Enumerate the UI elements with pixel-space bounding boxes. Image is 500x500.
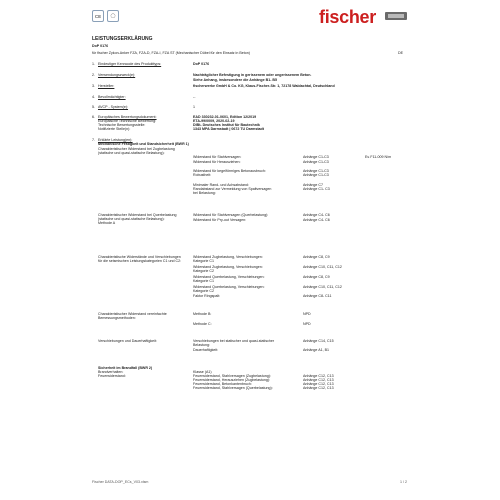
- fischer-logo: fischer: [319, 7, 376, 27]
- g3-ref: Anhänge C10, C11, C12: [303, 285, 342, 289]
- bwr1-heading: Mechanische Festigkeit und Standsicherheit (BWR 1): [98, 142, 189, 146]
- section-2-value-1: Nachträglicher Befestigung in gerissenem oder ungerissenem Beton.: [193, 73, 312, 77]
- group-4-label-2: Bemessungsmethoden:: [98, 316, 136, 320]
- g3-item: Kategorie C2: [193, 289, 214, 293]
- ce-mark-icon: CE: [92, 10, 104, 22]
- g3-item: Kategorie C1: [193, 279, 214, 283]
- section-3-value: fischerwerke GmbH & Co. KG, Klaus-Fischer-Str. 1, 72178 Waldachtal, Deutschland: [193, 84, 335, 88]
- g3-item: Widerstand Querbelastung, Verschiebungen:: [193, 285, 265, 289]
- g3-ref: Anhänge C8- C11: [303, 294, 332, 298]
- g3-ref: Anhänge C8, C9: [303, 275, 330, 279]
- g3-ref: Anhänge C8, C9: [303, 255, 330, 259]
- section-6-label-3: Technische Bewertungsstelle:: [98, 123, 146, 127]
- g3-ref: Anhänge C10, C11, C12: [303, 265, 342, 269]
- g2-item: Widerstand für Stahlversagen (Querbelastung):: [193, 213, 269, 217]
- section-1-label: Eindeutiger Kenncode des Produkttyps:: [98, 62, 162, 66]
- g1-item: bei Belastung:: [193, 191, 216, 195]
- g1-item: Widerstand für kegelförmiges Betonausbruch:: [193, 169, 266, 173]
- g4-ref: NPD: [303, 312, 311, 316]
- g5-item: Verschiebungen bei statischer und quasi-statischer: [193, 339, 275, 343]
- section-2-value-2: Siehe Anhang, insbesondere die Anhänge B1- B5: [193, 78, 278, 82]
- subtitle: für fischer Zykon-Anker FZA, FZA-D, FZA-I, FZA ST (Mechanischer Dübel für den Einsatz in Beton): [92, 51, 250, 55]
- bwr2-ref: Anhänge C12, C13: [303, 382, 334, 386]
- group-3-label-1: Charakteristische Widerstände und Verschiebungen: [98, 255, 181, 259]
- section-6-value-4: 1343 MPA Darmstadt | 0672 TU Darmstadt: [193, 127, 264, 131]
- g4-item: Methode C:: [193, 322, 212, 326]
- g3-item: Widerstand Zugbelastung, Verschiebungen:: [193, 255, 263, 259]
- g4-ref: NPD: [303, 322, 311, 326]
- group-4-label-1: Charakteristischer Widerstand vereinfachte: [98, 312, 167, 316]
- g1-item: Robustheit:: [193, 173, 212, 177]
- dop-label: DoP 0176: [92, 44, 109, 48]
- section-5-value: 1: [193, 105, 195, 109]
- g5-ref: Anhänge A1, B1: [303, 348, 329, 352]
- group-5-label: Verschiebungen und Dauerhaftigkeit:: [98, 339, 157, 343]
- group-1-label-1: Charakteristischer Widerstand bei Zugbelastung: [98, 147, 175, 151]
- section-6-label-1: Europäisches Bewertungsdokument:: [98, 115, 157, 119]
- bwr2-item: Feuerwiderstand, Betonkantenbruch:: [193, 382, 252, 386]
- language-code: DE: [398, 51, 403, 55]
- g5-item: Dauerhaftigkeit:: [193, 348, 219, 352]
- bwr2-label-2: Feuerwiderstand:: [98, 374, 126, 378]
- g1-ref: Anhänge C1-C3: [303, 160, 329, 164]
- g3-item: Kategorie C2: [193, 269, 214, 273]
- bwr2-item: Feuerwiderstand, Stahlversagen (Zugbelastung):: [193, 374, 271, 378]
- section-6-value-3: DIBt- Deutsches Institut für Bautechnik: [193, 123, 260, 127]
- section-4-value: --: [193, 95, 196, 99]
- g1-ref: Anhänge C1-C3: [303, 169, 329, 173]
- section-3-label: Hersteller:: [98, 84, 115, 88]
- section-6-value-2: ETA-99/0009, 2020-02-19: [193, 119, 235, 123]
- group-1-label-2: (statische und quasi-statische Belastung):: [98, 151, 165, 155]
- g2-ref: Anhänge C4- C6: [303, 218, 330, 222]
- g1-ref: Anhänge C7: [303, 183, 323, 187]
- section-5-number: 5.: [92, 105, 95, 109]
- section-2-number: 2.: [92, 73, 95, 77]
- bwr2-ref: Anhänge C12, C13: [303, 386, 334, 390]
- bwr2-label-1: Brandverhalten:: [98, 370, 124, 374]
- g1-extra: E≤ F11-009 N/m: [365, 155, 392, 159]
- g3-item: Widerstand Zugbelastung, Verschiebungen:: [193, 265, 263, 269]
- section-6-number: 6.: [92, 115, 95, 119]
- g5-item: Belastung:: [193, 343, 210, 347]
- section-6-label-4: Notifizierte Stelle(n):: [98, 127, 131, 131]
- ce-logo-icon: ◯: [107, 10, 119, 22]
- section-3-number: 3.: [92, 84, 95, 88]
- g1-ref: Anhänge C1-C3: [303, 173, 329, 177]
- section-7-number: 7.: [92, 138, 95, 142]
- bwr2-item: Feuerwiderstand, Herausziehen (Zugbelastung):: [193, 378, 271, 382]
- group-3-label-2: für die seismischen Leistungskategorien C1 und C2:: [98, 259, 182, 263]
- g5-ref: Anhänge C14, C15: [303, 339, 334, 343]
- g3-item: Widerstand Querbelastung, Verschiebungen:: [193, 275, 265, 279]
- page-title: LEISTUNGSERKLÄRUNG: [92, 36, 153, 42]
- group-2-label-1: Charakteristischer Widerstand bei Querbelastung: [98, 213, 177, 217]
- bwr2-item: Feuerwiderstand, Stahlversagen (Querbelastung):: [193, 386, 273, 390]
- g1-item: Widerstand für Herausziehen:: [193, 160, 241, 164]
- section-4-number: 4.: [92, 95, 95, 99]
- g1-item: Randabstand zur Vermeidung von Spaltversagen: [193, 187, 272, 191]
- g2-item: Widerstand für Pry-out Versagen:: [193, 218, 247, 222]
- footer-page-number: 1 / 2: [400, 480, 407, 484]
- section-7-label: Erklärte Leistung(en):: [98, 138, 133, 142]
- bwr2-ref: Anhänge C12, C13: [303, 378, 334, 382]
- g3-item: Faktor Ringspalt:: [193, 294, 221, 298]
- section-1-number: 1.: [92, 62, 95, 66]
- section-6-label-2: Europäische Technische Bewertung:: [98, 119, 157, 123]
- section-4-label: Bevollmächtigter:: [98, 95, 126, 99]
- section-1-value: DoP 0176: [193, 62, 210, 66]
- bwr2-ref: Anhänge C12, C13: [303, 374, 334, 378]
- bwr2-item: Klasse (A1): [193, 370, 212, 374]
- brand-tag-icon: [385, 12, 407, 20]
- g4-item: Methode B:: [193, 312, 212, 316]
- bwr2-heading: Sicherheit im Brandfall (BWR 2): [98, 366, 153, 370]
- g3-item: Kategorie C1: [193, 259, 214, 263]
- footer-file: Fischer DATA-DOP_ECs_V03.xlsm: [92, 480, 149, 484]
- section-6-value-1: EAD 330232-01-0601, Edition 12/2019: [193, 115, 257, 119]
- section-2-label: Verwendungszweck(e):: [98, 73, 136, 77]
- g1-item: Minimaler Rand- und Achsabstand:: [193, 183, 249, 187]
- group-2-label-2: (statische und quasi-statische Belastung):: [98, 217, 165, 221]
- g2-ref: Anhänge C4- C6: [303, 213, 330, 217]
- section-5-label: AVCP - System(e):: [98, 105, 129, 109]
- g1-item: Widerstand für Stahlversagen:: [193, 155, 242, 159]
- g1-ref: Anhänge C1- C3: [303, 187, 330, 191]
- group-2-label-3: Methode A: [98, 221, 116, 225]
- g1-ref: Anhänge C1-C3: [303, 155, 329, 159]
